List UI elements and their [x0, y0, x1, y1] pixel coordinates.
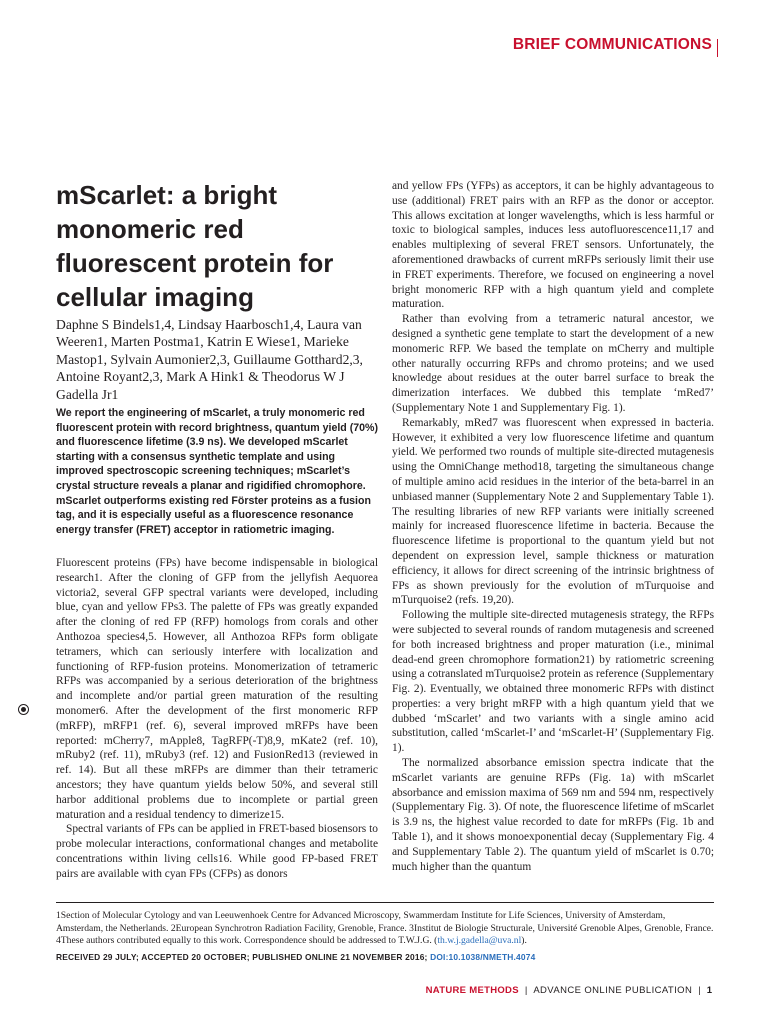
received-line — [56, 952, 714, 962]
page-number: 1 — [706, 985, 712, 996]
doi-link[interactable]: DOI:10.1038/NMETH.4074 — [430, 952, 536, 962]
article-title: mScarlet: a bright monomeric red fluorescent protein for cellular imaging — [56, 180, 334, 312]
footnote-rule — [56, 902, 714, 903]
header-rule — [717, 39, 719, 57]
paragraph: Fluorescent proteins (FPs) have become indispensable in biological research1. After the cloning of GFP from the jellyfish Aequorea victoria2, several GFP spectral variants were developed, including blue, cyan and yellow FPs3. The palette of FPs was greatly expanded after the cloning of red FP (RFP) homologs from corals and other Anthozoa species4,5. However, all Anthozoa RFPs form obligate tetramers, which can seriously interfere with localization and functioning of RFP-fusion proteins. Monomerization of tetrameric RFPs was accompanied by a serious deterioration of the brightness and incomplete and/or partial green maturation of the resulting monomer6. After the development of the first monomeric RFP (mRFP), mRFP1 (ref. 6), several improved mRFPs have been reported: mCherry7, mApple8, TagRFP(-T)8,9, mKate2 (ref. 10), mRuby2 (ref. 11), mRuby3 (ref. 12) and FusionRed13 (reviewed in ref. 14). But all these mRFPs are dimmer than their tetrameric ancestors; they have quantum yields below 50%, and several still harbor additional problems due to incomplete or partial green maturation and a residual tendency to dimerize15. — [56, 557, 378, 821]
affiliations — [56, 910, 714, 948]
received-dates: RECEIVED 29 JULY; ACCEPTED 20 OCTOBER; PUBLISHED ONLINE 21 NOVEMBER 2016; — [56, 952, 431, 962]
paragraph: Following the multiple site-directed mutagenesis strategy, the RFPs were subjected to several rounds of random mutagenesis and screened for both increased brightness and proper maturation (i.e., minimal dead-end green chromophore formation21) by ratiometric screening using a cotranslated mTurquoise2 protein as reference (Supplementary Fig. 2). Eventually, we obtained three monomeric RFPs with distinct properties: a very bright mRFP with a high quantum yield that we dubbed ‘mScarlet’ and two variants with a single amino acid substitution, called ‘mScarlet-I’ and ‘mScarlet-H’ (Supplementary Fig. 1). — [392, 609, 714, 755]
paragraph: Rather than evolving from a tetrameric natural ancestor, we designed a synthetic gene template to start the development of a new monomeric RFP. We based the template on mCherry and multiple other naturally occurring RFPs and chromo proteins; and we used knowledge about residues at the outer barrel surface to break the dimerization interfaces. We dubbed this template ‘mRed7’ (Supplementary Note 1 and Supplementary Fig. 1). — [392, 313, 714, 414]
paragraph: and yellow FPs (YFPs) as acceptors, it can be highly advantageous to use (additional) FRET pairs with an RFP as the donor or acceptor. This allows excitation at longer wavelengths, which is less harmful or toxic to biological samples, induces less autofluorescence11,17 and enables multiplexing of several FRET sensors. Unfortunately, the aforementioned drawbacks of current mRFPs seriously limit their use in FRET experiments. Therefore, we focused on engineering a novel bright monomeric RFP with a high quantum yield and complete maturation. — [392, 180, 714, 311]
abstract: We report the engineering of mScarlet, a truly monomeric red fluorescent protein with record brightness, quantum yield (70%) and fluorescence lifetime (3.9 ns). We developed mScarlet starting with a consensus synthetic template and using improved spectroscopic screening techniques; mScarlet’s crystal structure reveals a planar and rigidified chromophore. mScarlet outperforms existing red Förster proteins as a fusion tag, and it is especially useful as a fluorescence resonance energy transfer (FRET) acceptor in ratiometric imaging. — [56, 407, 378, 536]
journal-name: NATURE METHODS — [425, 985, 519, 996]
affiliations-close: ). — [521, 935, 527, 947]
paragraph: Remarkably, mRed7 was fluorescent when expressed in bacteria. However, it exhibited a very low fluorescence lifetime and quantum yield. We performed two rounds of multiple site-directed mutagenesis using the OmniChange method18, targeting the simultaneous change of multiple amino acid residues in the interior of the beta-barrel in an unbiased manner (Supplementary Note 2 and Supplementary Table 1). The resulting libraries of new RFP variants were initially screened mainly for increased fluorescence lifetime in bacteria. Because the fluorescence lifetime is proportional to the quantum yield but not dependent on expression level, sample thickness or maturation efficiency, it allows for direct screening of the intrinsic brightness of FPs as shown previously for the evolution of mTurquoise and mTurquoise2 (refs. 19,20). — [392, 416, 714, 607]
body-column-left — [56, 556, 378, 882]
body-column-right — [392, 179, 714, 874]
paragraph: Spectral variants of FPs can be applied in FRET-based biosensors to probe molecular interactions, conformational changes and metabolite concentrations within living cells16. While good FP-based FRET pairs are available with cyan FPs (CFPs) as donors — [56, 823, 378, 880]
footer-separator: | — [524, 985, 528, 996]
page-footer — [426, 985, 712, 996]
publication-status: ADVANCE ONLINE PUBLICATION — [533, 985, 693, 996]
footer-separator: | — [698, 985, 701, 996]
section-header-label: BRIEF COMMUNICATIONS — [512, 36, 712, 53]
paragraph: The normalized absorbance emission spectra indicate that the mScarlet variants are genuine RFPs (Fig. 1a) with mScarlet absorbance and emission maxima of 569 nm and 594 nm, respectively (Supplementary Fig. 3). Of note, the fluorescence lifetime of mScarlet is 3.9 ns, the highest value recorded to date for mRFPs (Fig. 1b and Table 1), and it shows monoexponential decay (Supplementary Fig. 4 and Supplementary Table 2). The quantum yield of mScarlet is 0.70; much higher than the quantum — [392, 757, 714, 873]
author-list: Daphne S Bindels1,4, Lindsay Haarbosch1,4, Laura van Weeren1, Marten Postma1, Katrin E Wiese1, Marieke Mastop1, Sylvain Aumonier2,3, Guillaume Gotthard2,3, Antoine Royant2,3, Mark A Hink1 & Theodorus W J Gadella Jr1 — [56, 317, 363, 402]
margin-marker-icon — [18, 704, 29, 715]
correspondence-email-link[interactable]: th.w.j.gadella@uva.nl — [437, 935, 522, 947]
affiliations-text: 1Section of Molecular Cytology and van Leeuwenhoek Centre for Advanced Microscopy, Swammerdam Institute for Life Sciences, University of Amsterdam, Amsterdam, the Netherlands. 2European Synchrotron Radiation Facility, Grenoble, France. 3Institut de Biologie Structurale, Université Grenoble Alpes, Grenoble, France. 4These authors contributed equally to this work. Correspondence should be addressed to T.W.J.G. ( — [56, 910, 714, 947]
